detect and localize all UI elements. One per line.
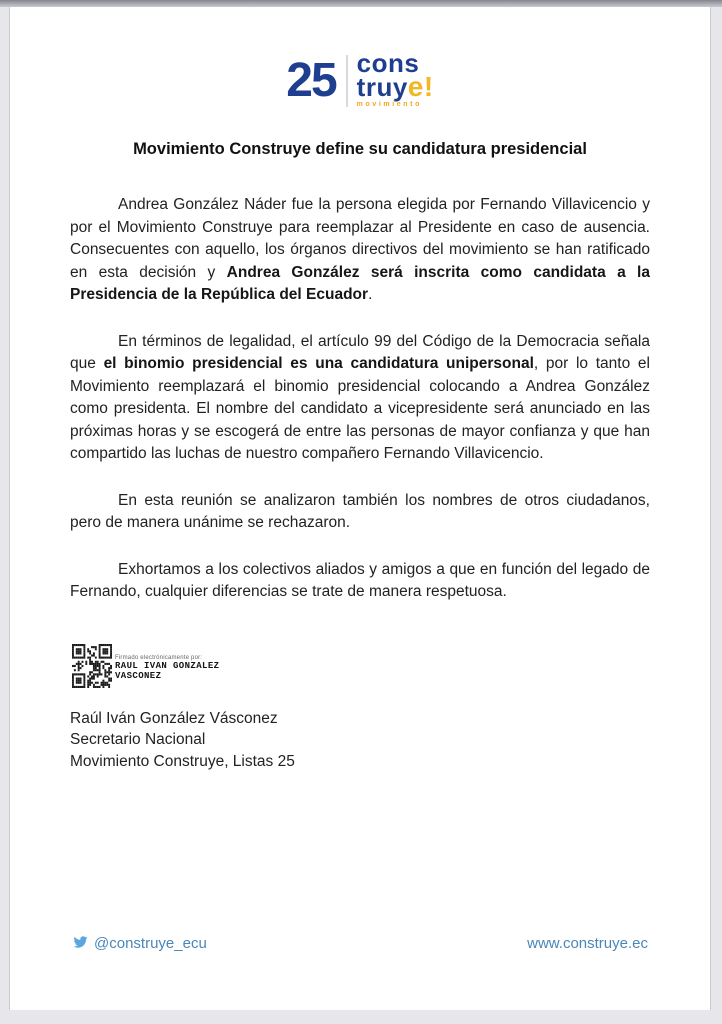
- page-footer: [72, 935, 648, 952]
- document-body: [70, 194, 650, 604]
- digital-signature-stamp: [72, 644, 710, 688]
- stamp-name-line1: RAUL IVAN GONZALEZ: [115, 660, 220, 671]
- construye-logo: [10, 48, 710, 109]
- logo-word-top: cons: [356, 48, 420, 78]
- twitter-link[interactable]: [72, 935, 207, 952]
- paragraph: Andrea González Náder fue la persona elegida por Fernando Villavicencio y por el Movimiento Construye para reemplazar al Presidente en caso de ausencia. Consecuentes con aquello, los órganos directivos del movimiento se han ratificado en esta decisión y Andrea González será inscrita como candidata a la Presidencia de la República del Ecuador.: [70, 196, 650, 304]
- document-title: Movimiento Construye define su candidatura presidencial: [133, 140, 587, 159]
- qr-code: [72, 644, 112, 688]
- stamp-name-line2: VASCONEZ: [115, 671, 162, 682]
- logo-wordmark: [348, 48, 434, 109]
- logo-word-bottom: [356, 70, 434, 102]
- logo-subtext: movimiento: [356, 101, 422, 109]
- logo-word-bottom-blue: truy: [356, 71, 408, 102]
- website-link[interactable]: www.construye.ec: [527, 935, 648, 952]
- logo-number: 25: [286, 53, 336, 107]
- stamp-text: [115, 644, 219, 683]
- signatory-role: Secretario Nacional: [70, 731, 206, 749]
- paragraph: Exhortamos a los colectivos aliados y amigos a que en función del legado de Fernando, cualquier diferencias se trate de manera respetuosa.: [70, 560, 650, 601]
- paragraph: En esta reunión se analizaron también los nombres de otros ciudadanos, pero de manera unánime se rechazaron.: [70, 491, 650, 532]
- photo-top-edge: [0, 0, 722, 7]
- signatory-org: Movimiento Construye, Listas 25: [70, 752, 295, 770]
- paragraph: En términos de legalidad, el artículo 99 del Código de la Democracia señala que el binomio presidencial es una candidatura unipersonal, por lo tanto el Movimiento reemplazará el binomio presidencial colocando a Andrea González como presidenta. El nombre del candidato a vicepresidente será anunciado en las próximas horas y se escogerá de entre las personas de mayor confianza y que han compartido las luchas de nuestro compañero Fernando Villavicencio.: [70, 332, 650, 463]
- signatory-name: Raúl Iván González Vásconez: [70, 709, 278, 727]
- twitter-icon: [72, 935, 89, 949]
- document-page: [9, 7, 711, 1010]
- logo-word-accent: e!: [407, 70, 434, 102]
- twitter-handle: @construye_ecu: [94, 935, 207, 952]
- stamp-caption: Firmado electrónicamente por:: [115, 654, 203, 661]
- signatory-block: [70, 708, 650, 773]
